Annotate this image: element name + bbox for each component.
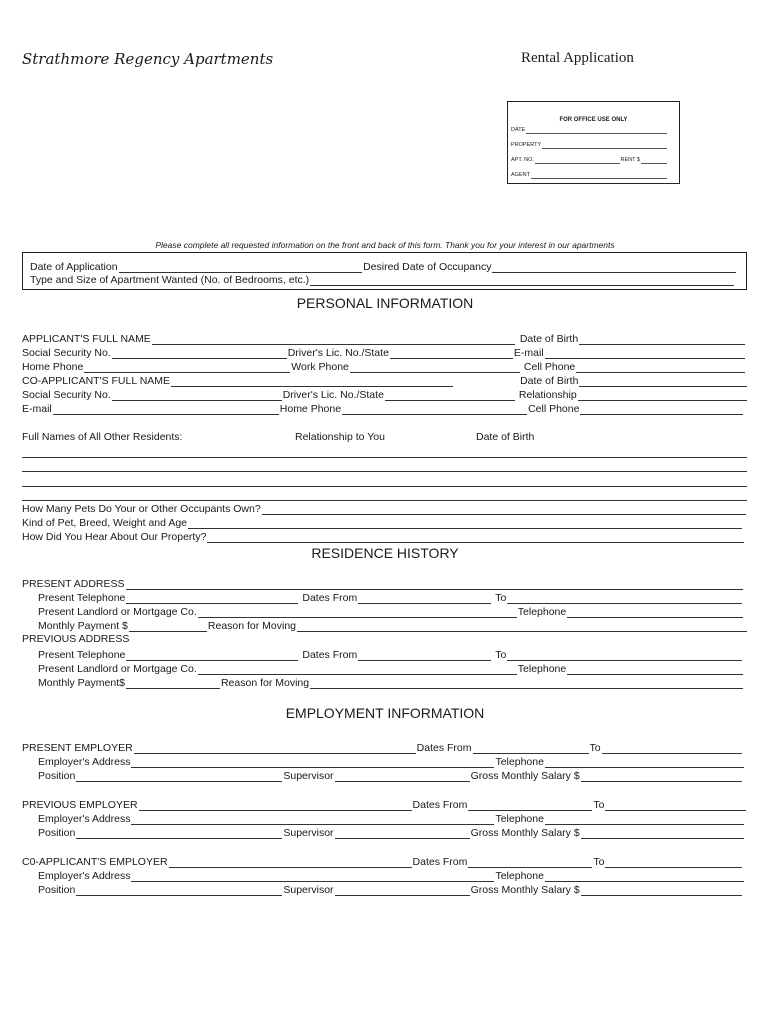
previous-employer-dates-label: Dates From <box>412 799 468 811</box>
present-payment-row <box>38 618 748 632</box>
coapplicant-employer-to-field[interactable] <box>605 857 742 868</box>
applicant-phone-row <box>22 359 746 373</box>
present-dates-from-field[interactable] <box>358 593 491 604</box>
coapplicant-ssn-label: Social Security No. <box>22 389 111 401</box>
pets-count-field[interactable] <box>262 504 746 515</box>
previous-employer-address-row <box>38 811 745 825</box>
coapplicant-dob-field[interactable] <box>579 376 747 387</box>
present-employer-dates-label: Dates From <box>416 742 472 754</box>
employment-info-heading: EMPLOYMENT INFORMATION <box>285 705 485 721</box>
present-dates-from-label: Dates From <box>302 592 358 604</box>
resident-line-3[interactable] <box>22 486 747 487</box>
applicant-email-field[interactable] <box>545 348 745 359</box>
present-reason-label: Reason for Moving <box>207 620 297 632</box>
present-employer-label: PRESENT EMPLOYER <box>22 742 133 754</box>
residents-dob-label: Date of Birth <box>476 431 535 443</box>
coapplicant-license-field[interactable] <box>385 390 515 401</box>
coapplicant-employer-dates-label: Dates From <box>412 856 468 868</box>
previous-employer-label: PREVIOUS EMPLOYER <box>22 799 138 811</box>
office-apt-field[interactable] <box>535 157 620 164</box>
previous-employer-telephone-label: Telephone <box>495 813 544 825</box>
office-agent-row <box>511 171 668 179</box>
present-landlord-telephone-field[interactable] <box>567 607 743 618</box>
coapplicant-cell-phone-label: Cell Phone <box>528 403 580 415</box>
applicant-name-row <box>22 331 746 345</box>
present-employer-dates-field[interactable] <box>473 743 589 754</box>
resident-line-1[interactable] <box>22 457 747 458</box>
coapplicant-dob-label: Date of Birth <box>520 375 579 387</box>
present-employer-position-row <box>38 768 743 782</box>
office-date-row <box>511 126 668 134</box>
previous-reason-field[interactable] <box>310 678 743 689</box>
coapplicant-employer-position-row <box>38 882 743 896</box>
previous-telephone-row <box>38 647 743 661</box>
previous-employer-address-field[interactable] <box>131 814 494 825</box>
present-employer-supervisor-label: Supervisor <box>283 770 334 782</box>
pet-kind-label: Kind of Pet, Breed, Weight and Age <box>22 517 188 529</box>
coapplicant-home-phone-field[interactable] <box>342 404 527 415</box>
previous-employer-salary-field[interactable] <box>581 828 744 839</box>
personal-info-heading: PERSONAL INFORMATION <box>296 295 474 311</box>
coapplicant-email-label: E-mail <box>22 403 52 415</box>
present-payment-field[interactable] <box>129 621 207 632</box>
office-rent-field[interactable] <box>641 157 667 164</box>
resident-line-2[interactable] <box>22 471 747 472</box>
applicant-ssn-row <box>22 345 746 359</box>
office-apt-label: APT. NO. <box>511 157 534 163</box>
office-property-row <box>511 141 668 149</box>
apartment-type-field[interactable] <box>310 275 734 286</box>
applicant-license-label: Driver's Lic. No./State <box>287 347 389 359</box>
present-landlord-label: Present Landlord or Mortgage Co. <box>38 606 197 618</box>
application-date-row <box>30 259 737 273</box>
company-name: Strathmore Regency Apartments <box>22 50 274 68</box>
applicant-ssn-field[interactable] <box>112 348 287 359</box>
coapplicant-employer-supervisor-field[interactable] <box>335 885 470 896</box>
previous-payment-label: Monthly Payment$ <box>38 677 125 689</box>
applicant-dob-label: Date of Birth <box>519 333 579 345</box>
how-heard-label: How Did You Hear About Our Property? <box>22 531 207 543</box>
present-employer-to-label: To <box>589 742 601 754</box>
coapplicant-employer-supervisor-label: Supervisor <box>283 884 334 896</box>
pets-count-row <box>22 501 747 515</box>
present-to-label: To <box>495 592 507 604</box>
coapplicant-cell-phone-field[interactable] <box>580 404 743 415</box>
present-address-label: PRESENT ADDRESS <box>22 578 125 590</box>
coapplicant-name-label: CO-APPLICANT'S FULL NAME <box>22 375 171 387</box>
present-landlord-telephone-label: Telephone <box>517 606 567 618</box>
other-residents-label: Full Names of All Other Residents: <box>22 431 183 443</box>
present-employer-address-row <box>38 754 745 768</box>
applicant-dob-field[interactable] <box>579 334 745 345</box>
present-employer-salary-field[interactable] <box>581 771 742 782</box>
office-use-title: FOR OFFICE USE ONLY <box>559 117 628 123</box>
office-apt-row <box>511 156 668 164</box>
coapplicant-name-row <box>22 373 748 387</box>
office-date-label: DATE <box>511 127 526 133</box>
date-of-application-label: Date of Application <box>30 261 118 273</box>
previous-employer-position-field[interactable] <box>76 828 282 839</box>
coapplicant-employer-row <box>22 854 743 868</box>
present-employer-supervisor-field[interactable] <box>335 771 470 782</box>
relationship-to-you-label: Relationship to You <box>295 431 385 443</box>
coapplicant-employer-salary-label: Gross Monthly Salary $ <box>470 884 580 896</box>
previous-landlord-telephone-label: Telephone <box>517 663 567 675</box>
previous-employer-telephone-field[interactable] <box>545 814 744 825</box>
previous-employer-row <box>22 797 747 811</box>
previous-employer-supervisor-label: Supervisor <box>283 827 334 839</box>
coapplicant-email-row <box>22 401 744 415</box>
office-date-field[interactable] <box>526 127 667 134</box>
previous-employer-supervisor-field[interactable] <box>335 828 470 839</box>
office-agent-label: AGENT <box>511 172 530 178</box>
applicant-name-field[interactable] <box>152 334 515 345</box>
office-use-box <box>507 101 680 184</box>
coapplicant-relationship-label: Relationship <box>518 389 577 401</box>
how-heard-row <box>22 529 745 543</box>
present-employer-address-field[interactable] <box>131 757 494 768</box>
previous-dates-from-field[interactable] <box>358 650 491 661</box>
coapplicant-employer-label: C0-APPLICANT'S EMPLOYER <box>22 856 168 868</box>
coapplicant-employer-address-row <box>38 868 745 882</box>
coapplicant-employer-salary-field[interactable] <box>581 885 742 896</box>
present-payment-label: Monthly Payment $ <box>38 620 128 632</box>
applicant-license-field[interactable] <box>390 348 513 359</box>
pets-count-label: How Many Pets Do Your or Other Occupants Own? <box>22 503 261 515</box>
previous-to-label: To <box>495 649 507 661</box>
form-title: Rental Application <box>521 50 634 66</box>
present-landlord-row <box>38 604 744 618</box>
pet-kind-field[interactable] <box>188 518 742 529</box>
coapplicant-employer-telephone-field[interactable] <box>545 871 744 882</box>
previous-employer-position-row <box>38 825 745 839</box>
present-employer-telephone-label: Telephone <box>495 756 544 768</box>
coapplicant-email-field[interactable] <box>53 404 279 415</box>
office-property-label: PROPERTY <box>511 142 542 148</box>
present-telephone-row <box>38 590 743 604</box>
office-rent-label: RENT $ <box>620 157 640 163</box>
present-address-row <box>22 576 744 590</box>
present-telephone-field[interactable] <box>126 593 298 604</box>
coapplicant-name-field[interactable] <box>171 376 453 387</box>
applicant-work-phone-field[interactable] <box>350 362 520 373</box>
office-agent-field[interactable] <box>531 172 667 179</box>
previous-employer-to-field[interactable] <box>605 800 746 811</box>
previous-payment-row <box>38 675 744 689</box>
present-reason-field[interactable] <box>297 621 747 632</box>
coapplicant-relationship-field[interactable] <box>578 390 747 401</box>
previous-dates-from-label: Dates From <box>302 649 358 661</box>
previous-employer-to-label: To <box>593 799 605 811</box>
applicant-ssn-label: Social Security No. <box>22 347 111 359</box>
coapplicant-employer-field[interactable] <box>169 857 412 868</box>
applicant-cell-phone-label: Cell Phone <box>523 361 576 373</box>
previous-landlord-row <box>38 661 744 675</box>
present-address-field[interactable] <box>126 579 743 590</box>
previous-landlord-field[interactable] <box>198 664 517 675</box>
coapplicant-employer-to-label: To <box>593 856 605 868</box>
desired-date-label: Desired Date of Occupancy <box>363 261 492 273</box>
present-employer-field[interactable] <box>134 743 416 754</box>
applicant-home-phone-field[interactable] <box>84 362 290 373</box>
office-property-field[interactable] <box>542 142 667 149</box>
applicant-home-phone-label: Home Phone <box>22 361 84 373</box>
applicant-work-phone-label: Work Phone <box>291 361 349 373</box>
previous-landlord-telephone-field[interactable] <box>567 664 743 675</box>
coapplicant-employer-position-field[interactable] <box>76 885 282 896</box>
coapplicant-license-label: Driver's Lic. No./State <box>282 389 384 401</box>
applicant-email-label: E-mail <box>513 347 544 359</box>
present-employer-position-label: Position <box>38 770 76 782</box>
present-employer-telephone-field[interactable] <box>545 757 744 768</box>
present-employer-position-field[interactable] <box>76 771 282 782</box>
previous-reason-label: Reason for Moving <box>220 677 310 689</box>
previous-payment-field[interactable] <box>126 678 220 689</box>
coapplicant-ssn-row <box>22 387 748 401</box>
previous-landlord-label: Present Landlord or Mortgage Co. <box>38 663 197 675</box>
coapplicant-home-phone-label: Home Phone <box>279 403 342 415</box>
coapplicant-employer-dates-field[interactable] <box>468 857 592 868</box>
instructions: Please complete all requested information on the front and back of this form. Thank you for your interest in our apartments <box>155 240 615 250</box>
coapplicant-employer-address-field[interactable] <box>131 871 494 882</box>
how-heard-field[interactable] <box>207 532 744 543</box>
previous-employer-position-label: Position <box>38 827 76 839</box>
present-employer-address-label: Employer's Address <box>38 756 131 768</box>
previous-telephone-field[interactable] <box>126 650 298 661</box>
present-telephone-label: Present Telephone <box>38 592 126 604</box>
coapplicant-employer-telephone-label: Telephone <box>495 870 544 882</box>
present-to-field[interactable] <box>507 593 742 604</box>
application-box <box>22 252 747 290</box>
applicant-name-label: APPLICANT'S FULL NAME <box>22 333 151 345</box>
previous-employer-dates-field[interactable] <box>468 800 592 811</box>
applicant-cell-phone-field[interactable] <box>576 362 745 373</box>
pet-kind-row <box>22 515 743 529</box>
coapplicant-employer-position-label: Position <box>38 884 76 896</box>
present-employer-to-field[interactable] <box>602 743 742 754</box>
previous-employer-address-label: Employer's Address <box>38 813 131 825</box>
apartment-type-row <box>30 272 735 286</box>
coapplicant-ssn-field[interactable] <box>112 390 282 401</box>
apartment-type-label: Type and Size of Apartment Wanted (No. of Bedrooms, etc.) <box>30 274 310 286</box>
previous-employer-salary-label: Gross Monthly Salary $ <box>470 827 580 839</box>
present-landlord-field[interactable] <box>198 607 517 618</box>
previous-to-field[interactable] <box>507 650 742 661</box>
previous-address-label: PREVIOUS ADDRESS <box>22 633 130 645</box>
coapplicant-employer-address-label: Employer's Address <box>38 870 131 882</box>
present-employer-salary-label: Gross Monthly Salary $ <box>470 770 580 782</box>
residence-history-heading: RESIDENCE HISTORY <box>311 545 459 561</box>
previous-telephone-label: Present Telephone <box>38 649 126 661</box>
present-employer-row <box>22 740 743 754</box>
previous-employer-field[interactable] <box>139 800 412 811</box>
